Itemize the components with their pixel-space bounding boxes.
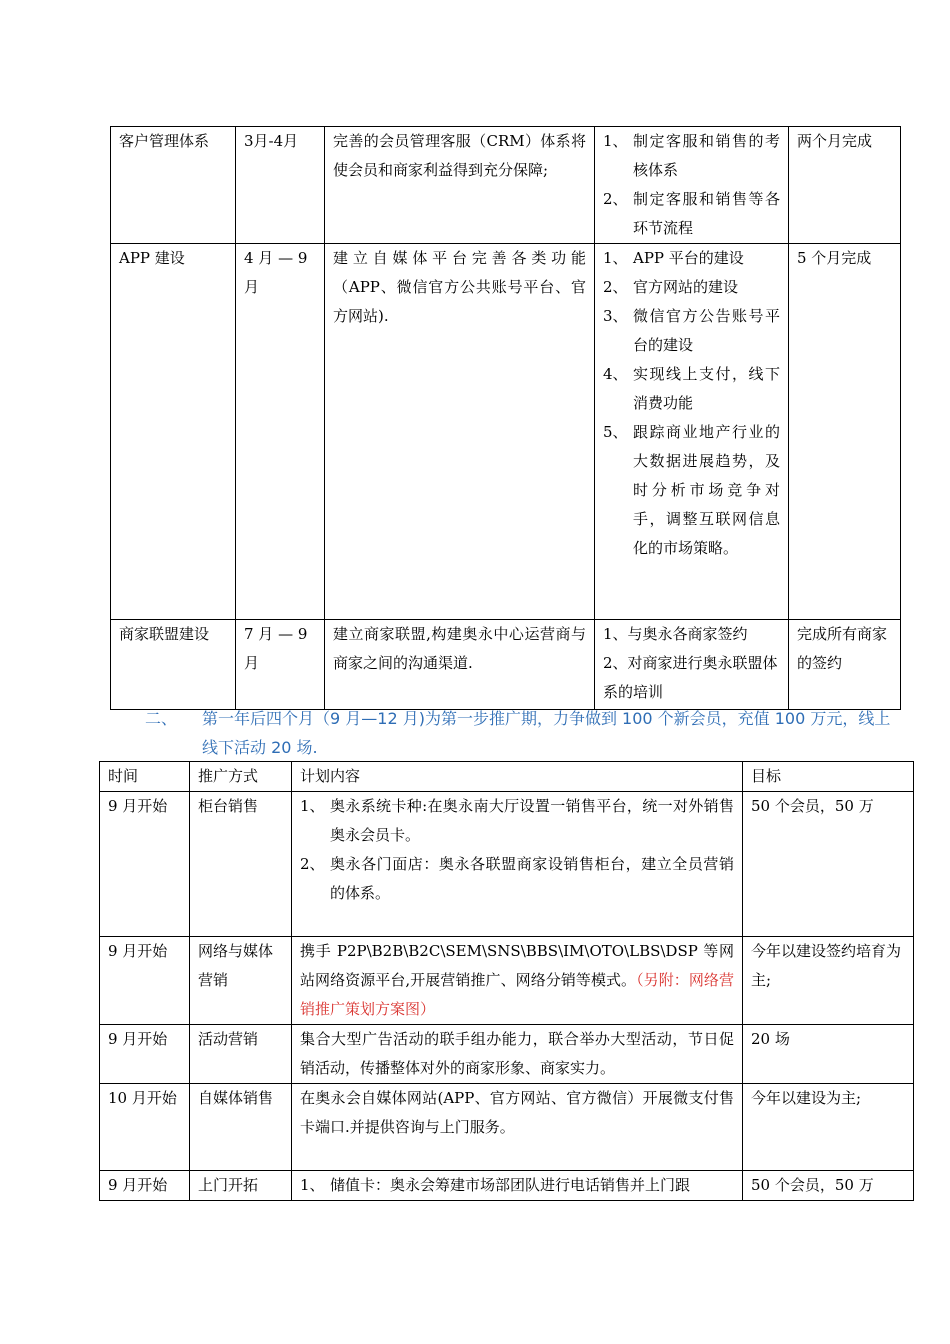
header-plan: 计划内容 <box>292 762 743 792</box>
row-plan <box>292 792 743 937</box>
list-item: 2、对商家进行奥永联盟体系的培训 <box>603 654 778 701</box>
list-item: 1、与奥永各商家签约 <box>603 625 748 643</box>
row-items <box>595 127 789 244</box>
list-item: 1、 APP 平台的建设 <box>603 249 744 267</box>
row-time: 4 月 — 9 月 <box>236 244 325 620</box>
list-item: 1、 制定客服和销售的考核体系 <box>603 132 780 179</box>
row-plan: 在奥永会自媒体网站(APP、官方网站、官方微信）开展微支付售卡端口.并提供咨询与上门服务。 <box>292 1084 743 1171</box>
list-item: 1、 储值卡：奥永会筹建市场部团队进行电话销售并上门跟 <box>300 1176 691 1194</box>
plan-text: 携手 P2P\B2B\B2C\SEM\SNS\BBS\IM\OTO\LBS\DSP 等网站网络资源平台,开展营销推广、网络分销等模式。 <box>300 942 734 989</box>
table-row <box>100 937 914 1025</box>
row-time: 7 月 — 9 月 <box>236 620 325 710</box>
row-goal: 20 场 <box>743 1025 914 1084</box>
row-name: APP 建设 <box>111 244 236 620</box>
table-row <box>100 1084 914 1171</box>
header-goal: 目标 <box>743 762 914 792</box>
row-time: 9 月开始 <box>100 1025 190 1084</box>
row-method: 柜台销售 <box>190 792 292 937</box>
row-items <box>595 244 789 620</box>
table-row <box>100 1171 914 1201</box>
row-plan <box>292 937 743 1025</box>
row-method: 上门开拓 <box>190 1171 292 1201</box>
row-goal: 5 个月完成 <box>789 244 901 620</box>
row-method: 网络与媒体营销 <box>190 937 292 1025</box>
row-name: 商家联盟建设 <box>111 620 236 710</box>
table-row <box>111 244 901 620</box>
list-item: 4、 实现线上支付，线下消费功能 <box>603 365 780 412</box>
list-item: 1、 奥永系统卡种:在奥永南大厅设置一销售平台，统一对外销售奥永会员卡。 <box>300 797 734 844</box>
row-goal: 今年以建设签约培育为主; <box>743 937 914 1025</box>
row-time: 9 月开始 <box>100 937 190 1025</box>
header-time: 时间 <box>100 762 190 792</box>
row-name: 客户管理体系 <box>111 127 236 244</box>
row-plan <box>292 1171 743 1201</box>
row-time: 10 月开始 <box>100 1084 190 1171</box>
plan-table-1 <box>110 126 901 710</box>
row-goal: 50 个会员，50 万 <box>743 1171 914 1201</box>
list-item: 2、 奥永各门面店：奥永各联盟商家设销售柜台，建立全员营销的体系。 <box>300 855 734 902</box>
row-desc: 建立商家联盟,构建奥永中心运营商与商家之间的沟通渠道. <box>325 620 595 710</box>
list-item: 3、 微信官方公告账号平台的建设 <box>603 307 780 354</box>
table-row <box>111 127 901 244</box>
row-time: 9 月开始 <box>100 792 190 937</box>
row-desc: 完善的会员管理客服（CRM）体系将使会员和商家利益得到充分保障; <box>325 127 595 244</box>
header-method: 推广方式 <box>190 762 292 792</box>
row-goal: 50 个会员，50 万 <box>743 792 914 937</box>
row-time: 9 月开始 <box>100 1171 190 1201</box>
table-row <box>111 620 901 710</box>
list-item: 2、 制定客服和销售等各环节流程 <box>603 190 780 237</box>
plan-note: （另附：网络营销推广策划方案图） <box>300 971 734 1018</box>
row-goal: 今年以建设为主; <box>743 1084 914 1171</box>
row-time: 3月-4月 <box>236 127 325 244</box>
row-method: 活动营销 <box>190 1025 292 1084</box>
table-header-row <box>100 762 914 792</box>
list-item: 2、 官方网站的建设 <box>603 278 739 296</box>
row-desc: 建立自媒体平台完善各类功能（APP、微信官方公共账号平台、官方网站). <box>325 244 595 620</box>
table-row <box>100 1025 914 1084</box>
section-text: 第一年后四个月（9 月—12 月)为第一步推广期，力争做到 100 个新会员，充值 100 万元，线上线下活动 20 场. <box>202 709 891 757</box>
row-method: 自媒体销售 <box>190 1084 292 1171</box>
table-row <box>100 792 914 937</box>
row-goal: 完成所有商家的签约 <box>789 620 901 710</box>
row-items <box>595 620 789 710</box>
plan-table-2 <box>99 761 914 1201</box>
section-index: 二、 <box>145 709 178 728</box>
list-item: 5、 跟踪商业地产行业的大数据进展趋势，及时分析市场竞争对手，调整互联网信息化的市场策略。 <box>603 423 780 557</box>
row-plan: 集合大型广告活动的联手组办能力，联合举办大型活动，节日促销活动，传播整体对外的商家形象、商家实力。 <box>292 1025 743 1084</box>
row-goal: 两个月完成 <box>789 127 901 244</box>
